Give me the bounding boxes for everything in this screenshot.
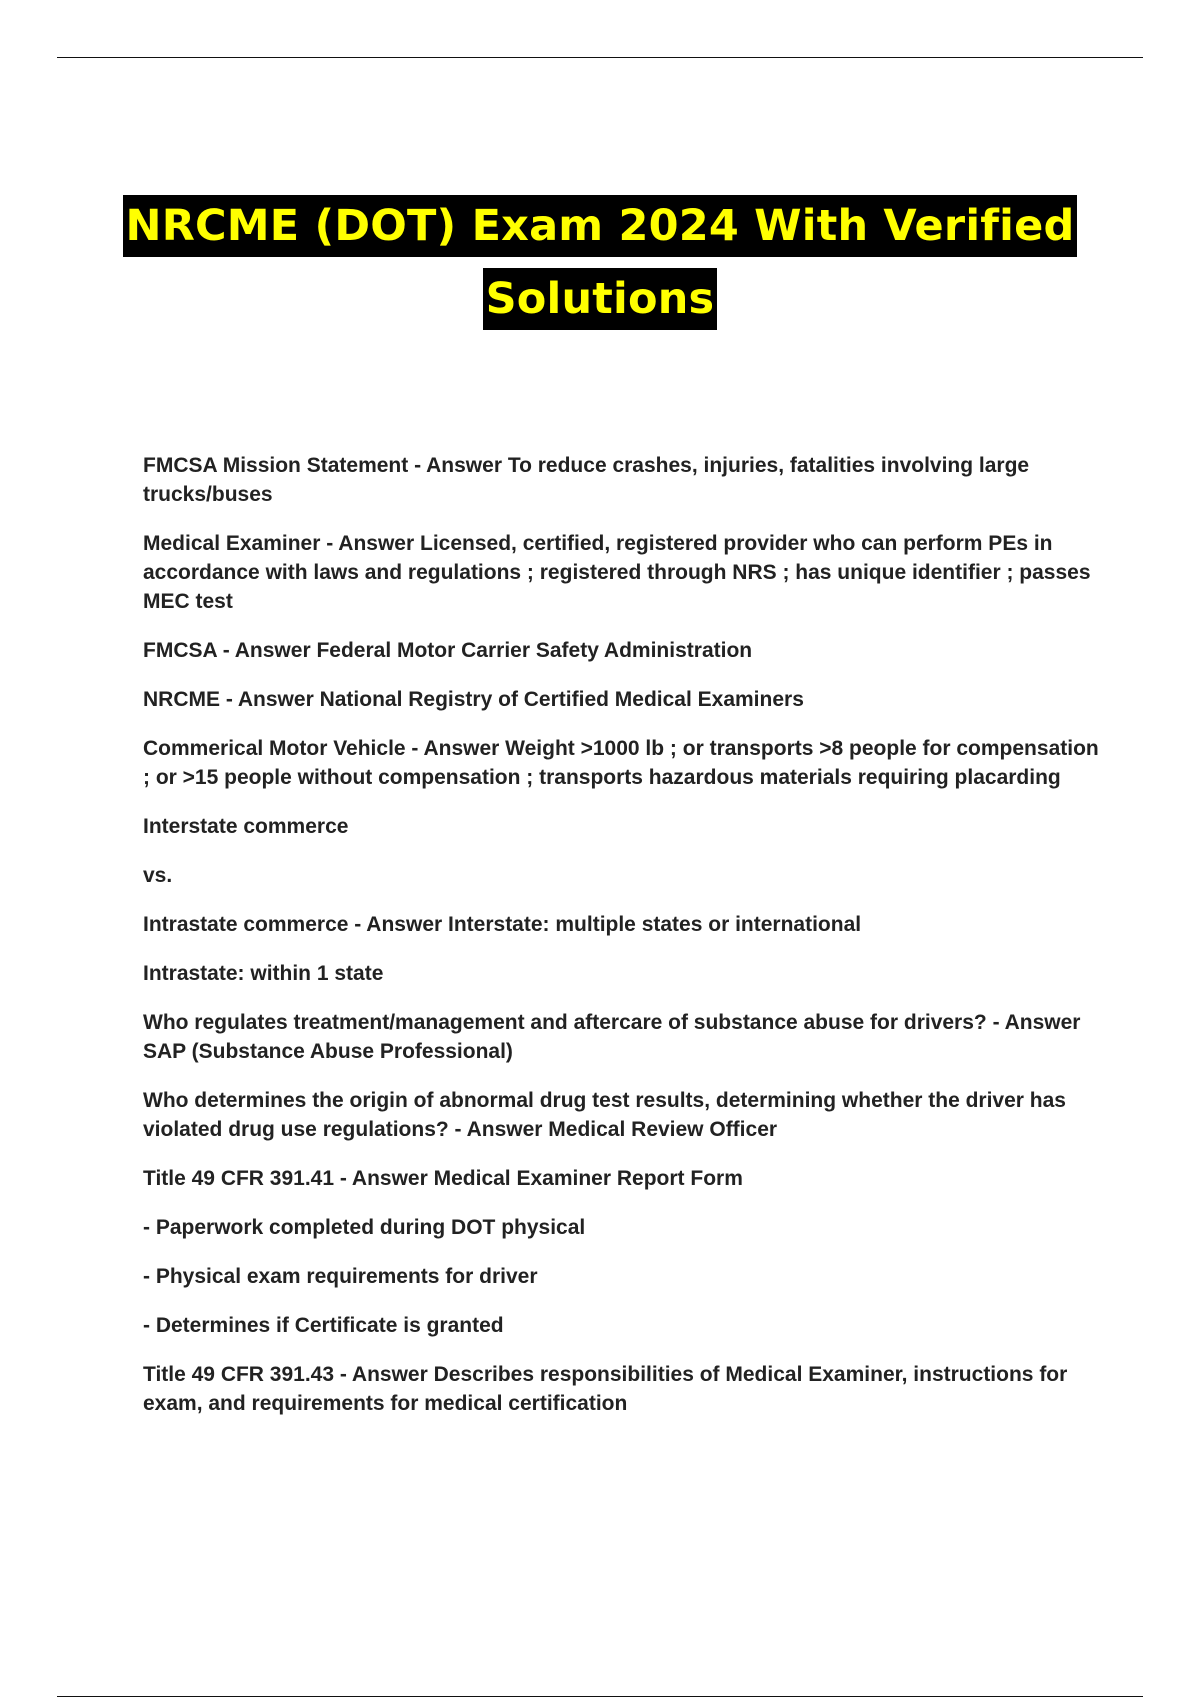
entry-bullet-paperwork: - Paperwork completed during DOT physical — [143, 1216, 586, 1239]
entry-cmv: Commerical Motor Vehicle - Answer Weight >1000 lb ; or transports >8 people for compensation ; or >15 people without compensation ; transports hazardous materials requiring placarding — [143, 737, 1099, 789]
bottom-rule — [57, 1696, 1143, 1697]
qa-content — [143, 451, 1103, 1438]
entry-bullet-requirements: - Physical exam requirements for driver — [143, 1265, 538, 1288]
entry-fmcsa: FMCSA - Answer Federal Motor Carrier Safety Administration — [143, 639, 753, 662]
entry-sap: Who regulates treatment/management and aftercare of substance abuse for drivers? - Answer SAP (Substance Abuse Professional) — [143, 1011, 1081, 1063]
title-line-2: Solutions — [483, 268, 718, 330]
entry-cfr-391-43: Title 49 CFR 391.43 - Answer Describes responsibilities of Medical Examiner, instructions for exam, and requirements for medical certification — [143, 1363, 1068, 1415]
entry-cfr-391-41: Title 49 CFR 391.41 - Answer Medical Examiner Report Form — [143, 1167, 743, 1190]
entry-intrastate: Intrastate commerce - Answer Interstate: multiple states or international — [143, 913, 862, 936]
document-title — [0, 190, 1200, 336]
entry-interstate: Interstate commerce — [143, 815, 349, 838]
entry-vs: vs. — [143, 864, 173, 887]
top-rule — [57, 57, 1143, 58]
entry-fmcsa-mission: FMCSA Mission Statement - Answer To reduce crashes, injuries, fatalities involving large trucks/buses — [143, 454, 1030, 506]
entry-bullet-certificate: - Determines if Certificate is granted — [143, 1314, 504, 1337]
entry-mro: Who determines the origin of abnormal drug test results, determining whether the driver has violated drug use regulations? - Answer Medical Review Officer — [143, 1089, 1066, 1141]
entry-intrastate-def: Intrastate: within 1 state — [143, 962, 384, 985]
entry-nrcme: NRCME - Answer National Registry of Certified Medical Examiners — [143, 688, 804, 711]
entry-medical-examiner: Medical Examiner - Answer Licensed, certified, registered provider who can perform PEs in accordance with laws and regulations ; registered through NRS ; has unique identifier ; passes MEC test — [143, 532, 1091, 613]
title-line-1: NRCME (DOT) Exam 2024 With Verified — [123, 195, 1078, 257]
